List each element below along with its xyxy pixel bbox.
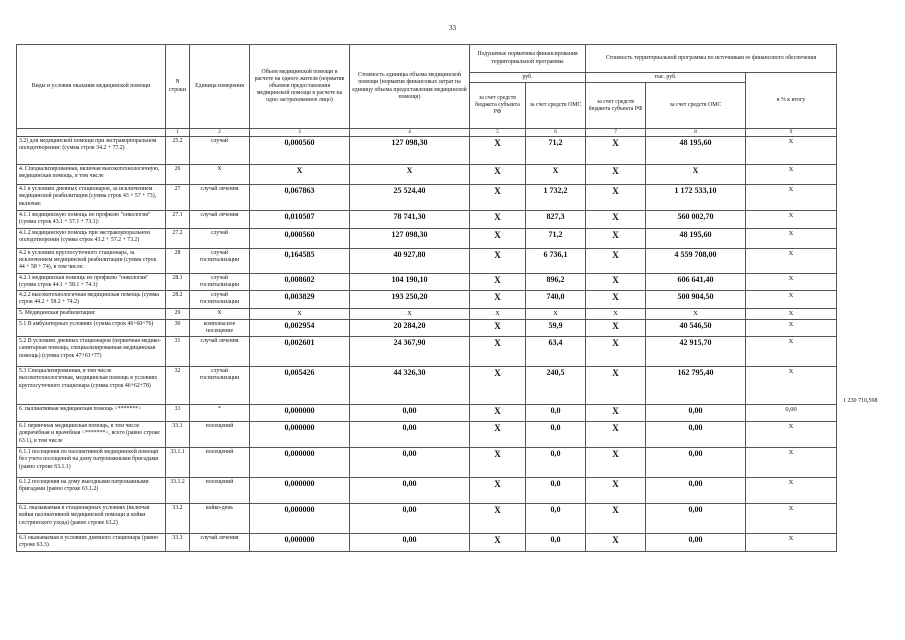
row-percent: X	[746, 273, 837, 290]
row-budget-2: X	[586, 504, 646, 534]
col-num: 5	[470, 129, 526, 137]
row-unit: X	[190, 308, 250, 319]
table-row	[17, 291, 837, 308]
row-unit: случай лечения	[190, 337, 250, 367]
row-oms: 827,3	[526, 211, 586, 228]
row-unit-cost: 20 284,20	[350, 319, 470, 336]
row-oms-2: 560 002,70	[646, 211, 746, 228]
row-unit: случай госпитализации	[190, 291, 250, 308]
col-num: 8	[646, 129, 746, 137]
row-unit-cost: X	[350, 308, 470, 319]
table-row	[17, 504, 837, 534]
row-volume: X	[250, 308, 350, 319]
row-budget: X	[470, 165, 526, 185]
row-oms: 0,0	[526, 504, 586, 534]
row-number: 27.1	[166, 211, 190, 228]
row-number: 32	[166, 367, 190, 405]
row-oms: 63,4	[526, 337, 586, 367]
row-unit-cost: 44 326,30	[350, 367, 470, 405]
col-num: 2	[190, 129, 250, 137]
col-num: 3	[250, 129, 350, 137]
row-unit: *	[190, 405, 250, 422]
row-oms: 71,2	[526, 228, 586, 248]
row-budget-2: X	[586, 165, 646, 185]
table-row	[17, 185, 837, 211]
col-num: 4	[350, 129, 470, 137]
row-oms-2: 42 915,70	[646, 337, 746, 367]
row-name: 4.2.1 медицинская помощь по профилю "онкология" (сумма строк 44.1 + 58.1 + 74.1)	[17, 273, 166, 290]
row-volume: 0,008602	[250, 273, 350, 290]
row-number: 29	[166, 308, 190, 319]
row-percent: 0,00	[746, 405, 837, 422]
row-volume: 0,164585	[250, 248, 350, 273]
row-number: 31	[166, 337, 190, 367]
row-budget: X	[470, 319, 526, 336]
table-row	[17, 422, 837, 448]
row-volume: 0,000000	[250, 405, 350, 422]
row-budget-2: X	[586, 273, 646, 290]
row-unit-cost: 0,00	[350, 534, 470, 551]
row-budget: X	[470, 504, 526, 534]
row-budget: X	[470, 448, 526, 478]
row-name: 6.1.2 посещения на дому выездными патронажными бригадами (равно строке 63.1.2)	[17, 478, 166, 504]
header-per-capita-norms: Подушевые нормативы финансирования территориальной программы	[470, 45, 586, 73]
row-percent: X	[746, 319, 837, 336]
row-volume: X	[250, 165, 350, 185]
row-oms-2: 162 795,40	[646, 367, 746, 405]
side-note: 1 230 710,598	[843, 398, 878, 404]
table-row	[17, 448, 837, 478]
row-name: 4. Специализированная, включая высокотехнологичную, медицинская помощь, в том числе	[17, 165, 166, 185]
header-unit: Единица измерения	[190, 45, 250, 129]
row-oms: 0,0	[526, 448, 586, 478]
col-num: 7	[586, 129, 646, 137]
header-budget: за счет средств бюджета субъекта РФ	[470, 83, 526, 129]
row-unit-cost: 104 190,10	[350, 273, 470, 290]
row-name: 4.2 в условиях круглосуточного стационара, за исключением медицинской реабилитации (сумма строк 44 + 58 + 74), в том числе:	[17, 248, 166, 273]
row-number: 30	[166, 319, 190, 336]
row-unit-cost: 127 098,30	[350, 137, 470, 165]
row-budget-2: X	[586, 137, 646, 165]
row-name: 6.1 первичная медицинская помощь, в том числе доврачебная и врачебная <*******>, всего (равно строке 63.1), в том числе	[17, 422, 166, 448]
row-unit-cost: 78 741,30	[350, 211, 470, 228]
row-name: 6.3 оказываемая в условиях дневного стационара (равно строке 63.3)	[17, 534, 166, 551]
row-volume: 0,010507	[250, 211, 350, 228]
row-unit: посещений	[190, 448, 250, 478]
row-budget: X	[470, 422, 526, 448]
header-percent: в % к итогу	[746, 73, 837, 129]
row-unit-cost: 40 927,80	[350, 248, 470, 273]
row-unit-cost: 25 524,40	[350, 185, 470, 211]
row-oms-2: 48 195,60	[646, 228, 746, 248]
program-cost-table	[16, 44, 837, 552]
row-budget: X	[470, 308, 526, 319]
header-type: Виды и условия оказания медицинской помощи	[17, 45, 166, 129]
row-percent: X	[746, 165, 837, 185]
row-number: 33.1	[166, 422, 190, 448]
row-unit-cost: 0,00	[350, 448, 470, 478]
row-oms-2: 1 172 533,10	[646, 185, 746, 211]
col-num: 6	[526, 129, 586, 137]
col-num	[17, 129, 166, 137]
col-num: 9	[746, 129, 837, 137]
table-row	[17, 273, 837, 290]
row-number: 33.1.2	[166, 478, 190, 504]
row-budget-2: X	[586, 291, 646, 308]
table-row	[17, 228, 837, 248]
row-volume: 0,003829	[250, 291, 350, 308]
row-volume: 0,000560	[250, 137, 350, 165]
row-unit-cost: 193 250,20	[350, 291, 470, 308]
row-budget: X	[470, 337, 526, 367]
row-name: 5.3 Специализированная, в том числе высокотехнологичная, медицинская помощь в условиях круглосуточного стационара (сумма строк 46+62+78)	[17, 367, 166, 405]
row-oms: 740,0	[526, 291, 586, 308]
row-number: 25.2	[166, 137, 190, 165]
row-oms: 896,2	[526, 273, 586, 290]
row-percent: X	[746, 228, 837, 248]
row-unit: посещений	[190, 422, 250, 448]
row-budget-2: X	[586, 248, 646, 273]
row-budget: X	[470, 534, 526, 551]
table-row	[17, 367, 837, 405]
row-name: 4.1 в условиях дневных стационаров, за исключением медицинской реабилитации (сумма строк 43 + 57 + 73), включая:	[17, 185, 166, 211]
row-name: 3.2) для медицинской помощи при экстракорпоральном оплодотворении: (сумма строк 34.2 + 77.2)	[17, 137, 166, 165]
row-oms: X	[526, 165, 586, 185]
row-percent: X	[746, 211, 837, 228]
row-percent: X	[746, 248, 837, 273]
row-oms: 59,9	[526, 319, 586, 336]
row-budget-2: X	[586, 185, 646, 211]
row-oms-2: X	[646, 308, 746, 319]
row-name: 4.1.2 медицинскую помощь при экстракорпоральном оплодотворении (сумма строк 43.2 + 57.2 + 73.2)	[17, 228, 166, 248]
row-unit-cost: X	[350, 165, 470, 185]
header-budget-2: за счет средств бюджета субъекта РФ	[586, 83, 646, 129]
table-row	[17, 405, 837, 422]
row-number: 28.1	[166, 273, 190, 290]
row-unit: случай госпитализации	[190, 367, 250, 405]
row-unit-cost: 127 098,30	[350, 228, 470, 248]
header-unit-cost: Стоимость единицы объема медицинской помощи (норматив финансовых затрат на единицу объема предоставления медицинской помощи)	[350, 45, 470, 129]
row-percent: X	[746, 504, 837, 534]
row-unit-cost: 0,00	[350, 422, 470, 448]
row-budget-2: X	[586, 405, 646, 422]
header-oms: за счет средств ОМС	[526, 83, 586, 129]
row-name: 6.1.1 посещения по паллиативной медицинской помощи без учета посещений на дому патронажными бригадами (равно строке 63.1.1)	[17, 448, 166, 478]
row-number: 26	[166, 165, 190, 185]
row-percent: X	[746, 367, 837, 405]
row-volume: 0,000560	[250, 228, 350, 248]
row-oms-2: 0,00	[646, 405, 746, 422]
row-oms: 0,0	[526, 478, 586, 504]
row-number: 33	[166, 405, 190, 422]
row-oms: X	[526, 308, 586, 319]
row-unit: X	[190, 165, 250, 185]
row-name: 6. паллиативная медицинская помощь <*******>	[17, 405, 166, 422]
row-oms-2: 0,00	[646, 422, 746, 448]
row-budget: X	[470, 228, 526, 248]
row-number: 33.1.1	[166, 448, 190, 478]
row-oms: 71,2	[526, 137, 586, 165]
row-oms-2: X	[646, 165, 746, 185]
table-row	[17, 337, 837, 367]
row-budget: X	[470, 185, 526, 211]
row-unit: случай лечения	[190, 534, 250, 551]
row-oms-2: 40 546,50	[646, 319, 746, 336]
table-row	[17, 137, 837, 165]
row-percent: X	[746, 422, 837, 448]
header-unit-rub: руб.	[470, 73, 586, 83]
row-unit: посещений	[190, 478, 250, 504]
row-oms: 0,0	[526, 534, 586, 551]
row-unit: случай госпитализации	[190, 273, 250, 290]
row-unit-cost: 0,00	[350, 504, 470, 534]
row-oms: 1 732,2	[526, 185, 586, 211]
row-oms: 0,0	[526, 405, 586, 422]
row-number: 28	[166, 248, 190, 273]
row-unit: случай	[190, 228, 250, 248]
row-oms-2: 4 559 708,00	[646, 248, 746, 273]
row-name: 5.2 В условиях дневных стационаров (первичная медико-санитарная помощь, специализированная медицинская помощь) (сумма строк 47+61+77)	[17, 337, 166, 367]
row-unit-cost: 0,00	[350, 478, 470, 504]
row-name: 4.1.1 медицинскую помощь по профилю "онкология" (сумма строк 43.1 + 57.1 + 73.1):	[17, 211, 166, 228]
table-row	[17, 165, 837, 185]
row-name: 4.2.2 высокотехнологичная медицинская помощь (сумма строк 44.2 + 58.2 + 74.2)	[17, 291, 166, 308]
table-row	[17, 478, 837, 504]
table-row	[17, 211, 837, 228]
row-volume: 0,000000	[250, 504, 350, 534]
table-body	[17, 137, 837, 551]
row-volume: 0,005426	[250, 367, 350, 405]
row-budget-2: X	[586, 211, 646, 228]
row-oms: 6 736,1	[526, 248, 586, 273]
row-volume: 0,000000	[250, 448, 350, 478]
row-budget: X	[470, 137, 526, 165]
row-budget: X	[470, 211, 526, 228]
row-unit: случай госпитализации	[190, 248, 250, 273]
row-unit: койко-день	[190, 504, 250, 534]
row-name: 5.1 В амбулаторных условиях (сумма строк 46+60+76)	[17, 319, 166, 336]
col-num: 1	[166, 129, 190, 137]
row-volume: 0,000000	[250, 478, 350, 504]
row-budget-2: X	[586, 308, 646, 319]
row-budget-2: X	[586, 337, 646, 367]
table-row	[17, 534, 837, 551]
row-number: 27.2	[166, 228, 190, 248]
page-number: 33	[449, 24, 456, 32]
row-unit: случай	[190, 137, 250, 165]
row-percent: X	[746, 308, 837, 319]
row-unit-cost: 24 367,90	[350, 337, 470, 367]
table-row	[17, 248, 837, 273]
row-percent: X	[746, 185, 837, 211]
row-number: 33.2	[166, 504, 190, 534]
row-budget-2: X	[586, 422, 646, 448]
row-unit-cost: 0,00	[350, 405, 470, 422]
row-budget: X	[470, 273, 526, 290]
row-oms-2: 0,00	[646, 448, 746, 478]
table-row	[17, 319, 837, 336]
header-unit-thousand: тыс. руб.	[586, 73, 746, 83]
row-budget: X	[470, 367, 526, 405]
row-oms-2: 606 641,40	[646, 273, 746, 290]
row-budget: X	[470, 405, 526, 422]
row-budget: X	[470, 248, 526, 273]
row-oms-2: 0,00	[646, 478, 746, 504]
row-budget-2: X	[586, 478, 646, 504]
row-budget: X	[470, 291, 526, 308]
row-percent: X	[746, 137, 837, 165]
row-budget-2: X	[586, 448, 646, 478]
header-volume: Объем медицинской помощи в расчете на одного жителя (норматив объемов предоставления медицинской помощи в расчете на одно застрахованное лицо)	[250, 45, 350, 129]
row-oms: 0,0	[526, 422, 586, 448]
row-number: 27	[166, 185, 190, 211]
row-name: 6.2. оказываемая в стационарных условиях (включая койки паллиативной медицинской помощи и койки сестринского ухода) (равно строке 63.2)	[17, 504, 166, 534]
row-number: 33.3	[166, 534, 190, 551]
header-row-number: N строки	[166, 45, 190, 129]
row-volume: 0,002601	[250, 337, 350, 367]
row-volume: 0,067863	[250, 185, 350, 211]
row-budget-2: X	[586, 534, 646, 551]
row-percent: X	[746, 448, 837, 478]
row-budget: X	[470, 478, 526, 504]
row-budget-2: X	[586, 367, 646, 405]
row-budget-2: X	[586, 319, 646, 336]
row-number: 28.2	[166, 291, 190, 308]
row-oms-2: 48 195,60	[646, 137, 746, 165]
row-name: 5. Медицинская реабилитация:	[17, 308, 166, 319]
row-oms: 240,5	[526, 367, 586, 405]
row-oms-2: 500 904,50	[646, 291, 746, 308]
row-volume: 0,002954	[250, 319, 350, 336]
row-oms-2: 0,00	[646, 504, 746, 534]
row-percent: X	[746, 337, 837, 367]
row-oms-2: 0,00	[646, 534, 746, 551]
row-volume: 0,000000	[250, 534, 350, 551]
row-unit: случай лечения	[190, 185, 250, 211]
row-budget-2: X	[586, 228, 646, 248]
table-row	[17, 308, 837, 319]
row-unit: случай лечения	[190, 211, 250, 228]
row-percent: X	[746, 478, 837, 504]
header-program-cost: Стоимость территориальной программы по источникам ее финансового обеспечения	[586, 45, 837, 73]
row-percent: X	[746, 534, 837, 551]
row-volume: 0,000000	[250, 422, 350, 448]
row-percent: X	[746, 291, 837, 308]
row-unit: комплексное посещение	[190, 319, 250, 336]
header-oms-2: за счет средств ОМС	[646, 83, 746, 129]
